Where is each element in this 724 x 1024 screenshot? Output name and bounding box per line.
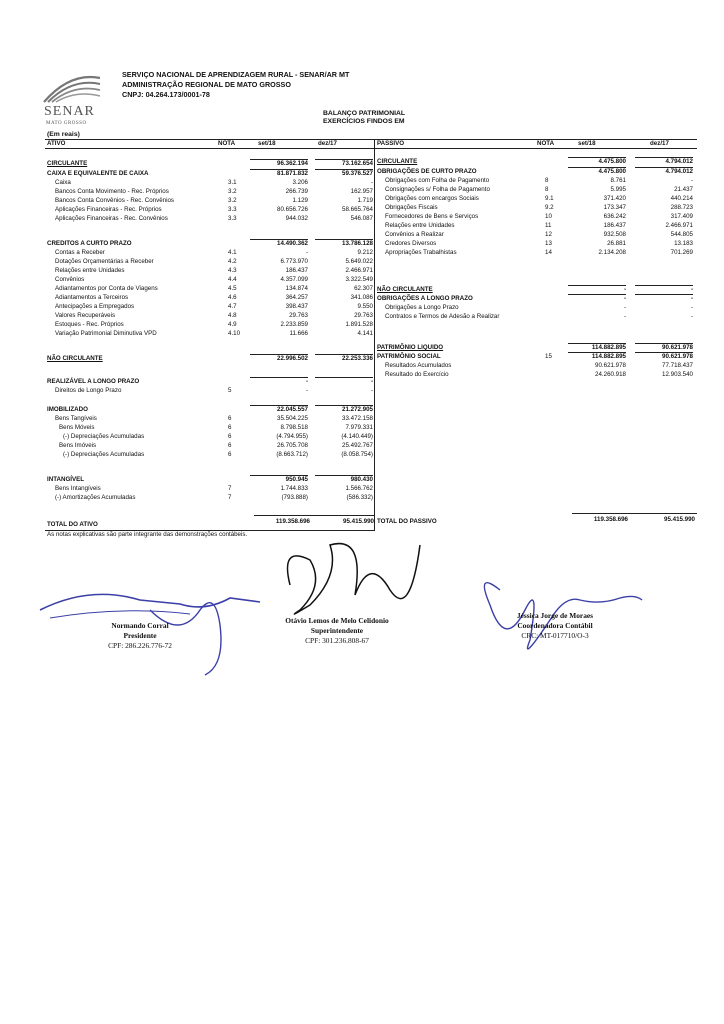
ativo-row-set18: 1.129 bbox=[292, 197, 308, 204]
ativo-subtotal-rule bbox=[250, 169, 308, 170]
ativo-row-nota: 4.4 bbox=[228, 276, 237, 283]
ativo-row-dez17: (4.140.449) bbox=[341, 433, 373, 440]
ativo-row-set18: - bbox=[305, 387, 308, 394]
passivo-row-set18: 26.881 bbox=[607, 240, 626, 247]
passivo-row-nota: 14 bbox=[545, 249, 552, 256]
ativo-row-label: Bens Tangíveis bbox=[55, 415, 97, 422]
passivo-row-set18: 4.475.800 bbox=[598, 168, 626, 175]
passivo-row-nota: 11 bbox=[545, 222, 552, 229]
passivo-row-label: Convênios a Realizar bbox=[385, 231, 444, 238]
passivo-row-dez17: 12.903.540 bbox=[662, 371, 693, 378]
ativo-row-label: Bens Móveis bbox=[59, 424, 95, 431]
ativo-row-dez17: 1.891.528 bbox=[345, 321, 373, 328]
ativo-row-set18: 22.045.557 bbox=[277, 406, 308, 413]
passivo-row-set18: 4.475.800 bbox=[598, 158, 626, 165]
ativo-row-label: IMOBILIZADO bbox=[47, 406, 88, 413]
passivo-row-set18: 371.420 bbox=[603, 195, 626, 202]
passivo-row-dez17: 13.183 bbox=[674, 240, 693, 247]
sig1-name: Normando Corral bbox=[111, 621, 169, 630]
passivo-row-set18: - bbox=[623, 295, 626, 302]
ativo-row-dez17: 9.212 bbox=[357, 249, 373, 256]
passivo-row-set18: 5.995 bbox=[610, 186, 626, 193]
passivo-subtotal-rule bbox=[635, 343, 693, 344]
ativo-subtotal-rule bbox=[315, 159, 373, 160]
logo-subtitle: MATO GROSSO bbox=[46, 121, 87, 126]
ativo-row-dez17: 29.763 bbox=[354, 312, 373, 319]
col-set18-passivo: set/18 bbox=[578, 140, 596, 147]
ativo-row-nota: 4.8 bbox=[228, 312, 237, 319]
ativo-row-nota: 5 bbox=[228, 387, 232, 394]
org-cnpj: CNPJ: 04.264.173/0001-78 bbox=[122, 90, 210, 99]
ativo-subtotal-rule bbox=[315, 405, 373, 406]
ativo-row-label: Bens Intangíveis bbox=[55, 485, 101, 492]
ativo-subtotal-rule bbox=[315, 354, 373, 355]
passivo-row-label: NÃO CIRCULANTE bbox=[377, 286, 433, 293]
ativo-row-dez17: 13.786.128 bbox=[342, 240, 373, 247]
ativo-row-dez17: 3.322.549 bbox=[345, 276, 373, 283]
ativo-row-nota: 6 bbox=[228, 451, 232, 458]
ativo-row-label: CREDITOS A CURTO PRAZO bbox=[47, 240, 132, 247]
passivo-row-label: PATRIMÔNIO LIQUIDO bbox=[377, 344, 444, 351]
passivo-row-nota: 15 bbox=[545, 353, 552, 360]
passivo-row-label: Contratos e Termos de Adesão a Realizar bbox=[385, 313, 500, 320]
footnote: As notas explicativas são parte integrante das demonstrações contábeis. bbox=[47, 531, 248, 538]
ativo-row-dez17: 22.253.336 bbox=[342, 355, 373, 362]
passivo-row-dez17: - bbox=[690, 177, 693, 184]
ativo-row-label: Caixa bbox=[55, 179, 71, 186]
ativo-subtotal-rule bbox=[250, 405, 308, 406]
ativo-row-nota: 3.2 bbox=[228, 197, 237, 204]
passivo-row-label: CIRCULANTE bbox=[377, 158, 418, 165]
total-ativo-dez17: 95.415.990 bbox=[343, 518, 374, 525]
ativo-row-set18: 3.206 bbox=[292, 179, 308, 186]
passivo-row-dez17: 4.794.012 bbox=[665, 168, 693, 175]
passivo-row-nota: 10 bbox=[545, 213, 552, 220]
senar-logo-icon bbox=[40, 70, 104, 106]
passivo-row-label: OBRIGAÇÕES A LONGO PRAZO bbox=[377, 295, 473, 302]
ativo-row-set18: 398.437 bbox=[285, 303, 308, 310]
sig1-role: Presidente bbox=[123, 631, 157, 640]
passivo-row-set18: 8.761 bbox=[610, 177, 626, 184]
ativo-row-label: Direitos de Longo Prazo bbox=[55, 387, 122, 394]
col-ativo: ATIVO bbox=[47, 140, 66, 147]
ativo-row-set18: 81.871.832 bbox=[277, 170, 308, 177]
units-label: (Em reais) bbox=[47, 131, 80, 138]
ativo-row-label: Contas a Receber bbox=[55, 249, 105, 256]
ativo-row-dez17: 546.087 bbox=[350, 215, 373, 222]
ativo-row-set18: (8.663.712) bbox=[276, 451, 308, 458]
col-dez17-ativo: dez/17 bbox=[318, 140, 337, 147]
ativo-row-set18: 96.362.194 bbox=[277, 160, 308, 167]
passivo-row-label: Credores Diversos bbox=[385, 240, 437, 247]
ativo-row-label: CAIXA E EQUIVALENTE DE CAIXA bbox=[47, 170, 149, 177]
senar-logo bbox=[40, 70, 104, 130]
passivo-row-label: Resultados Acumulados bbox=[385, 362, 452, 369]
ativo-row-dez17: 2.466.971 bbox=[345, 267, 373, 274]
ativo-row-set18: 14.490.362 bbox=[277, 240, 308, 247]
ativo-row-label: Valores Recuperáveis bbox=[55, 312, 116, 319]
ativo-row-set18: 134.874 bbox=[285, 285, 308, 292]
passivo-row-set18: 90.621.978 bbox=[595, 362, 626, 369]
passivo-row-dez17: 440.214 bbox=[670, 195, 693, 202]
ativo-row-dez17: 980.430 bbox=[350, 476, 373, 483]
passivo-row-set18: 636.242 bbox=[603, 213, 626, 220]
sig3-role: Coordenadora Contábil bbox=[517, 621, 593, 630]
ativo-row-label: REALIZÁVEL A LONGO PRAZO bbox=[47, 378, 140, 385]
ativo-row-set18: (793.888) bbox=[281, 494, 308, 501]
passivo-row-dez17: - bbox=[690, 286, 693, 293]
ativo-row-label: (-) Depreciações Acumuladas bbox=[63, 433, 145, 440]
ativo-row-dez17: (586.332) bbox=[346, 494, 373, 501]
col-nota-ativo: NOTA bbox=[218, 140, 236, 147]
passivo-row-dez17: - bbox=[690, 295, 693, 302]
ativo-row-dez17: 59.376.527 bbox=[342, 170, 373, 177]
ativo-row-set18: 29.763 bbox=[289, 312, 308, 319]
ativo-row-nota: 7 bbox=[228, 485, 232, 492]
ativo-row-dez17: 9.550 bbox=[357, 303, 373, 310]
passivo-row-set18: 186.437 bbox=[603, 222, 626, 229]
passivo-row-set18: - bbox=[623, 313, 626, 320]
sig3-doc: CRC: MT-017710/O-3 bbox=[521, 631, 589, 640]
ativo-subtotal-rule bbox=[315, 169, 373, 170]
ativo-row-set18: 364.257 bbox=[285, 294, 308, 301]
ativo-row-dez17: (8.058.754) bbox=[341, 451, 373, 458]
ativo-row-nota: 6 bbox=[228, 424, 232, 431]
ativo-row-set18: 35.504.225 bbox=[277, 415, 308, 422]
ativo-row-label: Bancos Conta Movimento - Rec. Próprios bbox=[55, 188, 169, 195]
passivo-row-dez17: 77.718.437 bbox=[662, 362, 693, 369]
ativo-row-nota: 6 bbox=[228, 442, 232, 449]
passivo-subtotal-rule bbox=[635, 157, 693, 158]
ativo-row-nota: 3.2 bbox=[228, 188, 237, 195]
ativo-row-nota: 4.7 bbox=[228, 303, 237, 310]
ativo-row-label: Adiantamentos a Terceiros bbox=[55, 294, 129, 301]
ativo-row-nota: 4.1 bbox=[228, 249, 237, 256]
passivo-subtotal-rule bbox=[568, 352, 626, 353]
passivo-row-label: Obrigações a Longo Prazo bbox=[385, 304, 459, 311]
ativo-row-dez17: 162.957 bbox=[350, 188, 373, 195]
ativo-row-dez17: 1.719 bbox=[357, 197, 373, 204]
ativo-row-dez17: 73.162.654 bbox=[342, 160, 373, 167]
passivo-row-dez17: 544.805 bbox=[670, 231, 693, 238]
ativo-row-set18: 4.357.099 bbox=[280, 276, 308, 283]
passivo-row-set18: - bbox=[623, 286, 626, 293]
passivo-row-set18: 932.508 bbox=[603, 231, 626, 238]
ativo-row-label: (-) Depreciações Acumuladas bbox=[63, 451, 145, 458]
ativo-row-dez17: 62.307 bbox=[354, 285, 373, 292]
passivo-row-nota: 9.1 bbox=[545, 195, 554, 202]
ativo-row-dez17: 1.566.762 bbox=[345, 485, 373, 492]
ativo-row-nota: 4.9 bbox=[228, 321, 237, 328]
passivo-row-label: Resultado do Exercício bbox=[385, 371, 449, 378]
ativo-row-label: INTANGÍVEL bbox=[47, 476, 85, 483]
passivo-row-label: Consignações s/ Folha de Pagamento bbox=[385, 186, 490, 193]
ativo-row-dez17: 4.141 bbox=[357, 330, 373, 337]
ativo-row-label: Relações entre Unidades bbox=[55, 267, 125, 274]
ativo-subtotal-rule bbox=[250, 377, 308, 378]
ativo-row-label: Dotações Orçamentárias a Receber bbox=[55, 258, 154, 265]
ativo-row-dez17: 21.272.905 bbox=[342, 406, 373, 413]
ativo-subtotal-rule bbox=[250, 354, 308, 355]
ativo-row-set18: 1.744.833 bbox=[280, 485, 308, 492]
ativo-row-set18: 11.666 bbox=[289, 330, 308, 337]
ativo-row-dez17: 25.492.767 bbox=[342, 442, 373, 449]
ativo-row-label: (-) Amortizações Acumuladas bbox=[55, 494, 136, 501]
ativo-row-nota: 6 bbox=[228, 415, 232, 422]
passivo-row-dez17: 90.621.978 bbox=[662, 353, 693, 360]
ativo-row-set18: - bbox=[305, 378, 308, 385]
total-passivo-dez17: 95.415.990 bbox=[664, 516, 695, 523]
ativo-row-set18: 80.656.726 bbox=[277, 206, 308, 213]
total-ativo-set18: 119.358.696 bbox=[275, 518, 310, 525]
ativo-subtotal-rule bbox=[315, 239, 373, 240]
ativo-row-dez17: - bbox=[370, 179, 373, 186]
passivo-row-nota: 9.2 bbox=[545, 204, 554, 211]
passivo-subtotal-rule bbox=[635, 285, 693, 286]
col-nota-passivo: NOTA bbox=[537, 140, 555, 147]
sig2-role: Superintendente bbox=[310, 626, 364, 635]
passivo-row-label: Fornecedores de Bens e Serviços bbox=[385, 213, 479, 220]
ativo-row-nota: 4.10 bbox=[228, 330, 241, 337]
ativo-row-nota: 4.6 bbox=[228, 294, 237, 301]
passivo-row-set18: 114.882.895 bbox=[591, 353, 626, 360]
passivo-row-label: OBRIGAÇÕES DE CURTO PRAZO bbox=[377, 168, 477, 175]
ativo-row-nota: 6 bbox=[228, 433, 232, 440]
ativo-row-nota: 4.5 bbox=[228, 285, 237, 292]
ativo-subtotal-rule bbox=[250, 159, 308, 160]
passivo-subtotal-rule bbox=[635, 352, 693, 353]
total-passivo-label: TOTAL DO PASSIVO bbox=[377, 518, 437, 525]
ativo-subtotal-rule bbox=[315, 475, 373, 476]
ativo-row-dez17: 341.086 bbox=[350, 294, 373, 301]
passivo-subtotal-rule bbox=[568, 167, 626, 168]
ativo-subtotal-rule bbox=[250, 475, 308, 476]
passivo-row-nota: 8 bbox=[545, 186, 549, 193]
ativo-row-set18: (4.794.955) bbox=[276, 433, 308, 440]
passivo-row-label: Obrigações Fiscais bbox=[385, 204, 438, 211]
ativo-row-label: Aplicações Financeiras - Rec. Convênios bbox=[55, 215, 168, 222]
ativo-row-nota: 3.1 bbox=[228, 179, 237, 186]
passivo-subtotal-rule bbox=[635, 167, 693, 168]
passivo-row-label: Relações entre Unidades bbox=[385, 222, 455, 229]
passivo-row-dez17: - bbox=[690, 304, 693, 311]
passivo-row-dez17: 288.723 bbox=[670, 204, 693, 211]
ativo-row-label: Adiantamentos por Conta de Viagens bbox=[55, 285, 158, 292]
passivo-subtotal-rule bbox=[568, 285, 626, 286]
passivo-row-dez17: 317.409 bbox=[670, 213, 693, 220]
col-set18-ativo: set/18 bbox=[258, 140, 276, 147]
org-admin: ADMINISTRAÇÃO REGIONAL DE MATO GROSSO bbox=[122, 80, 291, 89]
ativo-row-set18: 950.945 bbox=[285, 476, 308, 483]
passivo-row-set18: 2.134.208 bbox=[598, 249, 626, 256]
passivo-row-nota: 12 bbox=[545, 231, 552, 238]
ativo-row-dez17: - bbox=[370, 378, 373, 385]
passivo-row-nota: 13 bbox=[545, 240, 552, 247]
passivo-subtotal-rule bbox=[635, 294, 693, 295]
passivo-row-dez17: 701.269 bbox=[670, 249, 693, 256]
passivo-subtotal-rule bbox=[568, 294, 626, 295]
passivo-row-label: Obrigações com encargos Sociais bbox=[385, 195, 479, 202]
passivo-row-dez17: 2.466.971 bbox=[665, 222, 693, 229]
passivo-row-nota: 8 bbox=[545, 177, 549, 184]
doc-title: BALANÇO PATRIMONIAL bbox=[323, 110, 406, 117]
sig1-doc: CPF: 286.226.776-72 bbox=[108, 641, 172, 650]
logo-name: SENAR bbox=[44, 104, 95, 119]
passivo-row-set18: 173.347 bbox=[603, 204, 626, 211]
ativo-row-set18: 6.773.970 bbox=[280, 258, 308, 265]
passivo-row-label: PATRIMÔNIO SOCIAL bbox=[377, 353, 441, 360]
ativo-row-nota: 3.3 bbox=[228, 215, 237, 222]
passivo-row-dez17: 90.621.978 bbox=[662, 344, 693, 351]
ativo-row-dez17: 33.472.158 bbox=[342, 415, 373, 422]
ativo-row-set18: 22.996.502 bbox=[277, 355, 308, 362]
ativo-subtotal-rule bbox=[250, 239, 308, 240]
ativo-row-label: NÃO CIRCULANTE bbox=[47, 355, 103, 362]
doc-subtitle: EXERCÍCIOS FINDOS EM bbox=[323, 118, 405, 125]
passivo-row-label: Apropriações Trabalhistas bbox=[385, 249, 457, 256]
ativo-row-set18: 266.739 bbox=[285, 188, 308, 195]
ativo-row-label: Estoques - Rec. Próprios bbox=[55, 321, 124, 328]
ativo-row-nota: 4.3 bbox=[228, 267, 237, 274]
ativo-row-label: Antecipações a Empregados bbox=[55, 303, 135, 310]
col-passivo: PASSIVO bbox=[377, 140, 405, 147]
sig2-name: Otávio Lemos de Melo Celidonio bbox=[285, 616, 389, 625]
sig2-doc: CPF: 301.236.808-67 bbox=[305, 636, 369, 645]
sig3-name: Jéssica Jorge de Moraes bbox=[516, 611, 594, 620]
passivo-row-set18: 114.882.895 bbox=[591, 344, 626, 351]
ativo-row-dez17: 7.979.331 bbox=[345, 424, 373, 431]
passivo-row-set18: 24.260.918 bbox=[595, 371, 626, 378]
ativo-row-set18: 8.798.518 bbox=[280, 424, 308, 431]
ativo-row-label: Aplicações Financeiras - Rec. Próprios bbox=[55, 206, 162, 213]
ativo-row-dez17: - bbox=[370, 387, 373, 394]
ativo-row-nota: 7 bbox=[228, 494, 232, 501]
ativo-row-label: Convênios bbox=[55, 276, 85, 283]
ativo-row-set18: 26.705.708 bbox=[277, 442, 308, 449]
ativo-row-label: Variação Patrimonial Diminutiva VPD bbox=[55, 330, 157, 337]
passivo-row-dez17: - bbox=[690, 313, 693, 320]
ativo-row-set18: - bbox=[305, 249, 308, 256]
ativo-row-set18: 2.233.859 bbox=[280, 321, 308, 328]
ativo-row-label: Bens Imóveis bbox=[59, 442, 97, 449]
ativo-row-label: CIRCULANTE bbox=[47, 160, 88, 167]
total-ativo-label: TOTAL DO ATIVO bbox=[47, 521, 98, 528]
passivo-row-set18: - bbox=[623, 304, 626, 311]
passivo-row-label: Obrigações com Folha de Pagamento bbox=[385, 177, 490, 184]
ativo-row-label: Bancos Conta Convênios - Rec. Convênios bbox=[55, 197, 175, 204]
ativo-row-nota: 3.3 bbox=[228, 206, 237, 213]
total-passivo-set18: 119.358.696 bbox=[593, 516, 628, 523]
passivo-row-dez17: 4.794.012 bbox=[665, 158, 693, 165]
passivo-subtotal-rule bbox=[568, 343, 626, 344]
ativo-row-set18: 186.437 bbox=[285, 267, 308, 274]
passivo-row-dez17: 21.437 bbox=[674, 186, 693, 193]
col-dez17-passivo: dez/17 bbox=[650, 140, 669, 147]
org-name: SERVIÇO NACIONAL DE APRENDIZAGEM RURAL - SENAR/AR MT bbox=[122, 70, 350, 79]
ativo-row-dez17: 58.665.764 bbox=[342, 206, 373, 213]
ativo-row-set18: 944.032 bbox=[285, 215, 308, 222]
passivo-subtotal-rule bbox=[568, 157, 626, 158]
ativo-row-nota: 4.2 bbox=[228, 258, 237, 265]
ativo-row-dez17: 5.649.022 bbox=[345, 258, 373, 265]
ativo-subtotal-rule bbox=[315, 377, 373, 378]
